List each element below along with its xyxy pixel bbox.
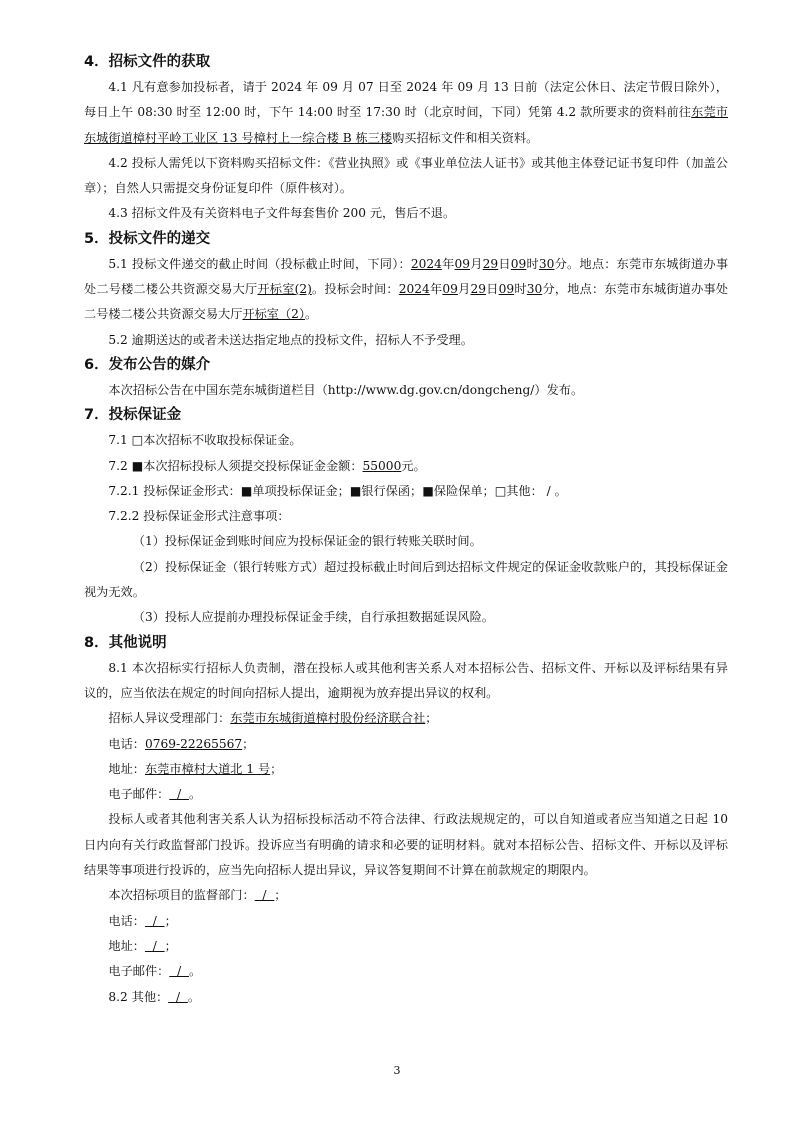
deadline-month: 09 (454, 256, 471, 271)
para-4-3: 4.3 招标文件及有关资料电子文件每套售价 200 元，售后不退。 (108, 206, 456, 221)
para-4-1: 4.1 凡有意参加投标者，请于 2024 年 09 月 07 日至 2024 年 09 月 13 日前（法定公休日、法定节假日除外），每日上午 08:30 时至 12:00 时，下午 14:00 时至 17:30 时（北京时间，下同）凭第 4.2 款所要求的资料前往东莞市东城街道樟村平岭工业区 13 号樟村上一综合楼 B 栋三楼购买招标文件和相关资料。 (84, 80, 728, 145)
deadline-hour: 09 (510, 256, 527, 271)
purchase-location: 东莞市东城街道樟村平岭工业区 13 号樟村上一综合楼 B 栋三楼 (84, 105, 728, 145)
other-value: / (168, 989, 188, 1004)
supervision-email-value: / (169, 964, 189, 979)
supervision-email: 电子邮件： / 。 (108, 964, 202, 979)
page-number: 3 (393, 1064, 401, 1077)
document-page (84, 50, 728, 1010)
para-8-2: 8.2 其他： / 。 (108, 989, 201, 1004)
note-3: （3）投标人应提前办理投标保证金手续，自行承担数据延误风险。 (132, 610, 494, 625)
para-7-2-2: 7.2.2 投标保证金形式注意事项： (108, 509, 290, 524)
objection-address-value: 东莞市樟村大道北 1 号 (144, 761, 271, 776)
supervision-address-value: / (144, 938, 165, 953)
section-5-heading: 5．投标文件的递交 (84, 230, 211, 247)
opening-month: 09 (442, 282, 458, 297)
opening-hour: 09 (498, 282, 515, 297)
opening-minute: 30 (526, 282, 543, 297)
note-1: （1）投标保证金到账时间应为投标保证金的银行转账关联时间。 (132, 534, 482, 549)
para-4-2: 4.2 投标人需凭以下资料购买招标文件：《营业执照》或《事业单位法人证书》或其他主体登记证书复印件（加盖公章）；自然人只需提交身份证复印件（原件核对）。 (84, 155, 728, 196)
objection-address: 地址：东莞市樟村大道北 1 号； (108, 761, 283, 776)
opening-room-2: 开标室（2） (242, 307, 306, 322)
supervision-dept-value: / (254, 888, 275, 903)
opening-room-1: 开标室(2) (257, 282, 312, 297)
deadline-minute: 30 (538, 256, 555, 271)
objection-dept-name: 东莞市东城街道樟村股份经济联合社 (230, 711, 426, 726)
deadline-day: 29 (482, 256, 499, 271)
para-7-2-1: 7.2.1 投标保证金形式：■单项投标保证金；■银行保函；■保险保单；□其他： / 。 (108, 483, 567, 498)
objection-dept: 招标人异议受理部门：东莞市东城街道樟村股份经济联合社； (108, 711, 438, 726)
complaint-paragraph: 投标人或者其他利害关系人认为招标投标活动不符合法律、行政法规规定的，可以自知道或者应当知道之日起 10 日内向有关行政监督部门投诉。投诉应当有明确的请求和必要的证明材料。就对本招标公告、招标文件、开标以及评标结果等事项进行投诉的，应当先向招标人提出异议，异议答复期间不计算在前款规定的期限内。 (84, 812, 728, 878)
objection-phone-number: 0769-22265567 (144, 736, 243, 751)
supervision-address: 地址： / ； (108, 938, 177, 953)
deposit-amount: 55000 (362, 458, 402, 473)
para-7-2: 7.2 ■本次招标投标人须提交投标保证金金额：55000元。 (108, 458, 426, 473)
note-2: （2）投标保证金（银行转账方式）超过投标截止时间后到达招标文件规定的保证金收款账户的，其投标保证金视为无效。 (84, 559, 728, 600)
supervision-phone-value: / (144, 913, 165, 928)
para-8-1: 8.1 本次招标实行招标人负责制，潜在投标人或其他利害关系人对本招标公告、招标文件、开标以及评标结果有异议的，应当依法在规定的时间向招标人提出，逾期视为放弃提出异议的权利。 (84, 660, 728, 700)
section-4-heading: 4．招标文件的获取 (84, 54, 211, 70)
opening-day: 29 (470, 282, 487, 297)
section-8-heading: 8．其他说明 (84, 634, 167, 651)
para-5-2: 5.2 逾期送达的或者未送达指定地点的投标文件，招标人不予受理。 (108, 332, 473, 347)
objection-email-value: / (169, 787, 189, 802)
para-6-1: 本次招标公告在中国东莞东城街道栏目（http://www.dg.gov.cn/dongcheng/）发布。 (108, 382, 584, 397)
supervision-dept: 本次招标项目的监督部门： / ； (108, 888, 287, 903)
section-6-heading: 6．发布公告的媒介 (84, 356, 211, 373)
deadline-year: 2024 (410, 256, 442, 271)
section-7-heading: 7．投标保证金 (84, 407, 182, 424)
objection-email: 电子邮件： / 。 (108, 787, 202, 802)
opening-year: 2024 (398, 282, 430, 297)
para-7-1: 7.1 □本次招标不收取投标保证金。 (108, 433, 302, 448)
supervision-phone: 电话： / ； (108, 913, 177, 928)
para-5-1: 5.1 投标文件递交的截止时间（投标截止时间，下同）：2024年09月29日09时30分。地点：东莞市东城街道办事处二号楼二楼公共资源交易大厅开标室(2)。投标会时间：2024年09月29日09时30分，地点：东莞市东城街道办事处二号楼二楼公共资源交易大厅开标室（2）。 (84, 256, 729, 322)
objection-phone: 电话：0769-22265567； (108, 736, 255, 751)
